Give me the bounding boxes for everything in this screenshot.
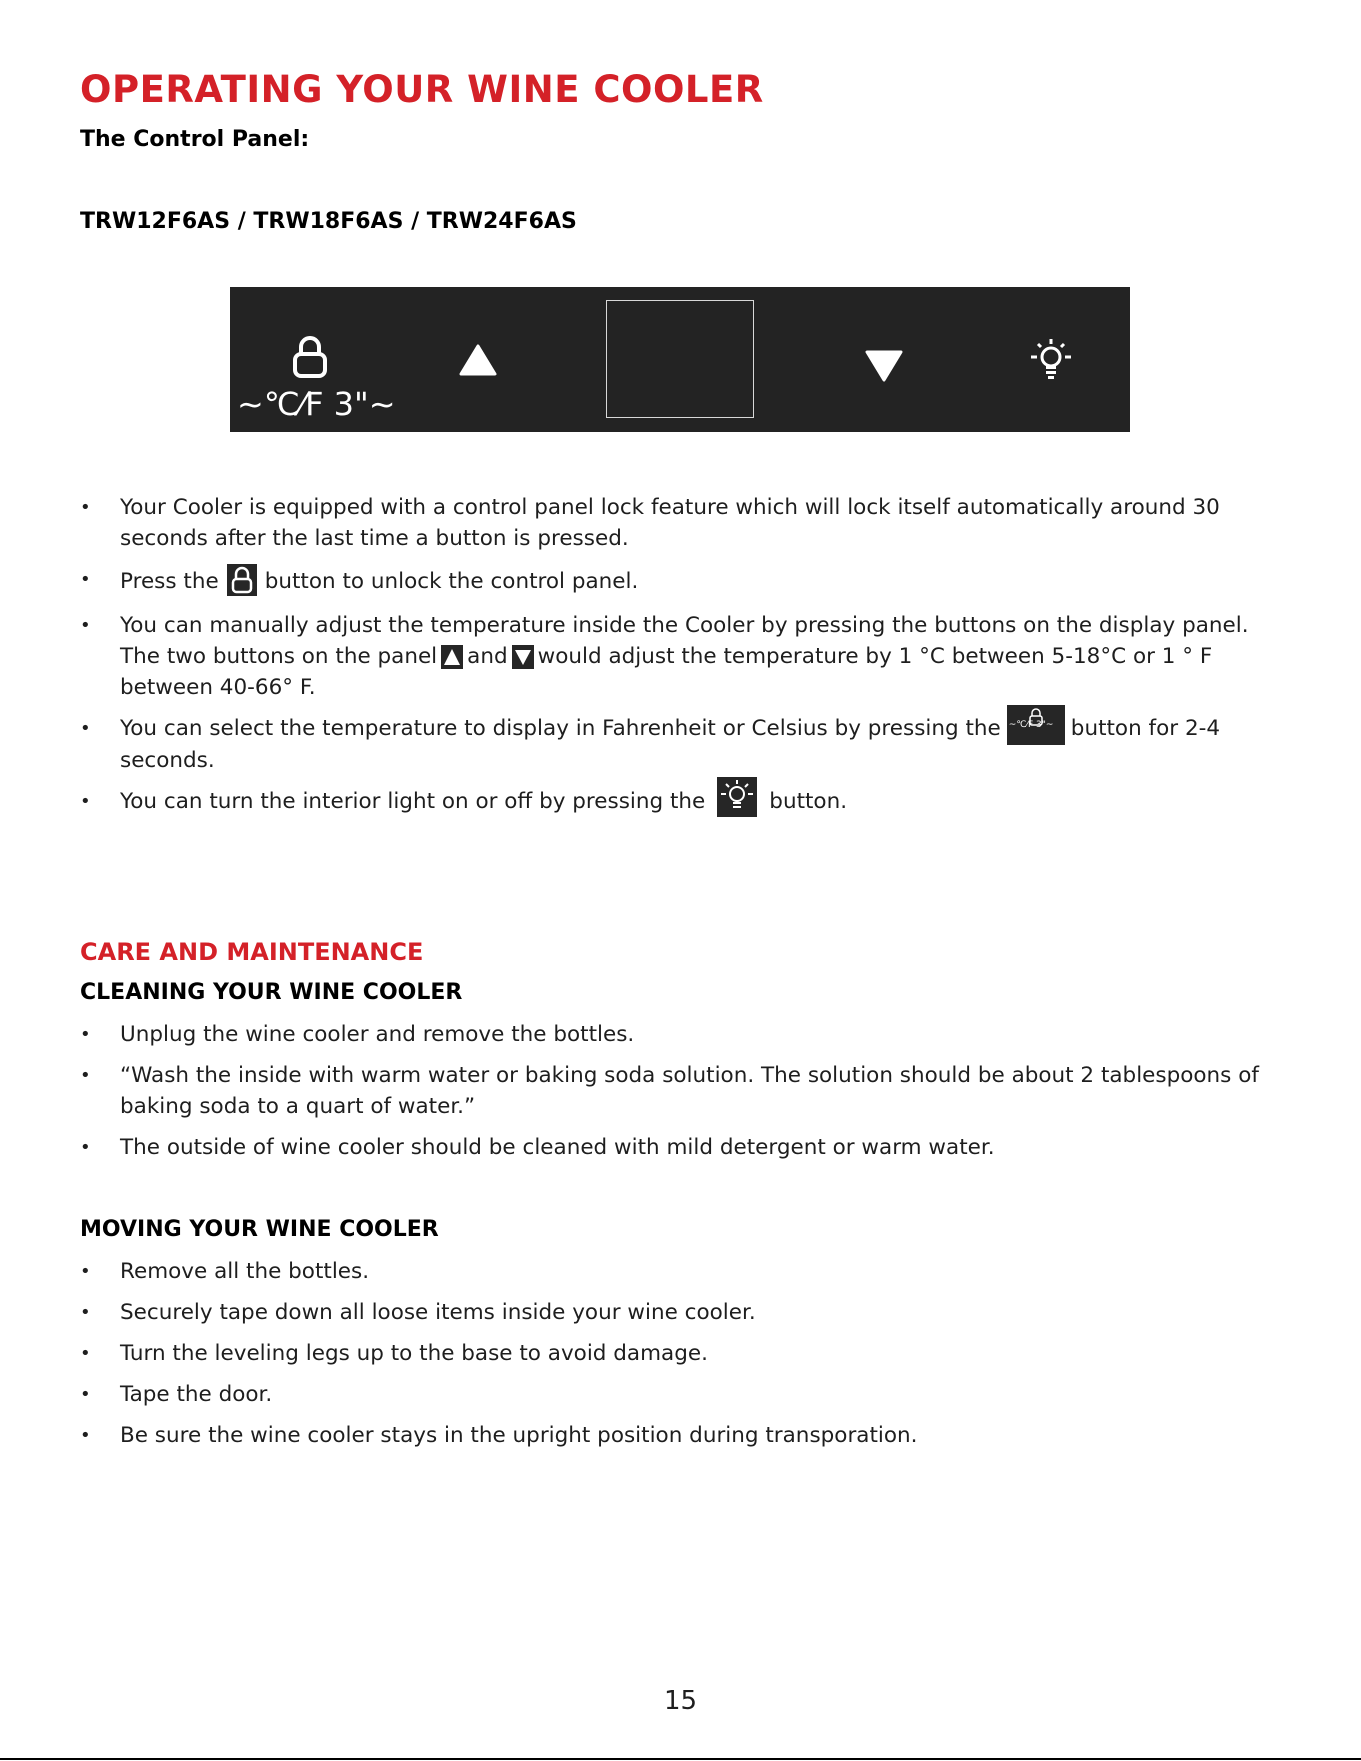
cleaning-list: [80, 1019, 1280, 1173]
lock-icon: [227, 564, 257, 596]
care-heading: CARE AND MAINTENANCE: [80, 938, 424, 966]
bottom-rule: [0, 1758, 1361, 1760]
up-arrow-icon: [441, 645, 463, 669]
list-item: • Press the button to unlock the control panel.: [80, 564, 1280, 600]
lock-icon: [290, 334, 330, 384]
list-item: • You can select the temperature to display in Fahrenheit or Celsius by pressing the ~℃⁄F 3"~ button for 2-4 seconds.: [80, 713, 1280, 776]
list-item: • You can manually adjust the temperature inside the Cooler by pressing the buttons on the display panel. The two buttons on the panel and would adjust the temperature by 1 °C between 5-18°C or 1 ° F between 40-66° F.: [80, 610, 1280, 703]
page-title: OPERATING YOUR WINE COOLER: [80, 68, 764, 111]
cleaning-heading: CLEANING YOUR WINE COOLER: [80, 980, 463, 1005]
operating-list: [80, 492, 1280, 827]
list-item: • Tape the door.: [80, 1379, 1280, 1410]
moving-heading: MOVING YOUR WINE COOLER: [80, 1217, 439, 1242]
unit-mode-icon: [1007, 705, 1065, 745]
control-panel-heading: The Control Panel:: [80, 127, 310, 152]
up-arrow-icon: [458, 343, 498, 381]
model-numbers: TRW12F6AS / TRW18F6AS / TRW24F6AS: [80, 209, 577, 234]
unit-mode-icon-label: ~℃⁄F 3"~: [1008, 720, 1054, 730]
list-item: • Unplug the wine cooler and remove the bottles.: [80, 1019, 1280, 1050]
display-screen: [606, 300, 754, 418]
list-item: • Securely tape down all loose items inside your wine cooler.: [80, 1297, 1280, 1328]
light-bulb-icon: [717, 777, 757, 817]
page-number: 15: [663, 1686, 698, 1716]
light-bulb-icon: [1028, 337, 1074, 387]
down-arrow-icon: [864, 349, 904, 387]
list-item: • Turn the leveling legs up to the base to avoid damage.: [80, 1338, 1280, 1369]
moving-list: [80, 1256, 1280, 1461]
list-item: • Your Cooler is equipped with a control panel lock feature which will lock itself automatically around 30 seconds after the last time a button is pressed.: [80, 492, 1280, 554]
list-item: • Remove all the bottles.: [80, 1256, 1280, 1287]
list-item: • Be sure the wine cooler stays in the upright position during transporation.: [80, 1420, 1280, 1451]
list-item: • “Wash the inside with warm water or baking soda solution. The solution should be about 2 tablespoons of baking soda to a quart of water.”: [80, 1060, 1280, 1122]
list-item: • The outside of wine cooler should be cleaned with mild detergent or warm water.: [80, 1132, 1280, 1163]
unit-toggle-label: ~℃⁄F 3"~: [237, 385, 396, 423]
list-item: • You can turn the interior light on or off by pressing the button.: [80, 786, 1280, 817]
control-panel-illustration: [230, 287, 1130, 432]
down-arrow-icon: [512, 645, 534, 669]
